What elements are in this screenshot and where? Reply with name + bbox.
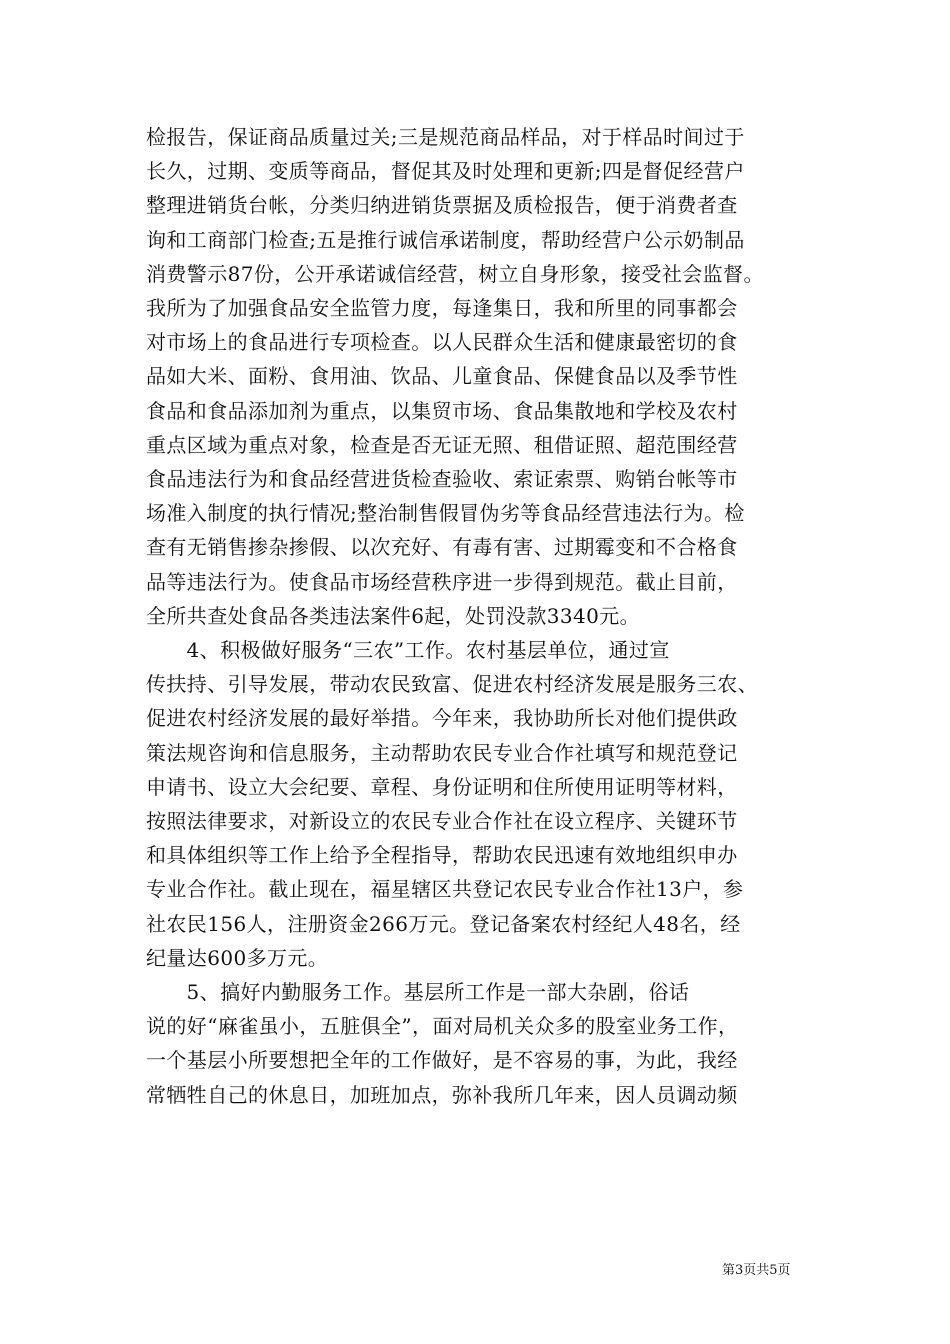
text-line: 社农民156人，注册资金266万元。登记备案农村经纪人48名，经 <box>146 911 741 936</box>
page-footer: 第3页共5页 <box>722 1263 791 1278</box>
text-line: 询和工商部门检查;五是推行诚信承诺制度，帮助经营户公示奶制品 <box>146 227 745 252</box>
text-line: 对市场上的食品进行专项检查。以人民群众生活和健康最密切的食 <box>146 330 738 355</box>
text-line: 食品违法行为和食品经营进货检查验收、索证索票、购销台帐等市 <box>146 467 738 491</box>
text-line: 场准入制度的执行情况;整治制售假冒伪劣等食品经营违法行为。检 <box>146 501 745 526</box>
text-line: 策法规咨询和信息服务，主动帮助农民专业合作社填写和规范登记 <box>146 740 738 765</box>
text-line: 我所为了加强食品安全监管力度，每逢集日，我和所里的同事都会 <box>146 296 738 320</box>
text-line: 按照法律要求，对新设立的农民专业合作社在设立程序、关键环节 <box>146 809 738 833</box>
text-line: 品如大米、面粉、食用油、饮品、儿童食品、保健食品以及季节性 <box>146 364 738 389</box>
text-line: 检报告，保证商品质量过关;三是规范商品样品，对于样品时间过于 <box>146 125 745 149</box>
text-line: 全所共查处食品各类违法案件6起，处罚没款3340元。 <box>146 603 641 628</box>
text-line: 重点区域为重点对象，检查是否无证无照、租借证照、超范围经营 <box>146 432 738 457</box>
text-line: 5、搞好内勤服务工作。基层所工作是一部大杂剧，俗话 <box>146 980 690 1004</box>
text-line: 整理进销货台帐，分类归纳进销货票据及质检报告，便于消费者查 <box>146 193 738 218</box>
text-line: 纪量达600多万元。 <box>146 945 329 970</box>
text-line: 长久，过期、变质等商品，督促其及时处理和更新;四是督促经营户 <box>146 159 745 184</box>
text-line: 食品和食品添加剂为重点，以集贸市场、食品集散地和学校及农村 <box>146 398 738 423</box>
text-line: 传扶持、引导发展，带动农民致富、促进农村经济发展是服务三农、 <box>146 672 758 697</box>
text-line: 查有无销售掺杂掺假、以次充好、有毒有害、过期霉变和不合格食 <box>146 535 738 560</box>
text-line: 品等违法行为。使食品市场经营秩序进一步得到规范。截止目前， <box>146 569 738 594</box>
text-line: 和具体组织等工作上给予全程指导，帮助农民迅速有效地组织申办 <box>146 843 738 868</box>
text-line: 4、积极做好服务“三农”工作。农村基层单位，通过宣 <box>146 638 670 662</box>
text-line: 一个基层小所要想把全年的工作做好，是不容易的事，为此，我经 <box>146 1048 738 1073</box>
text-line: 消费警示87份，公开承诺诚信经营，树立自身形象，接受社会监督。 <box>146 261 764 286</box>
text-line: 申请书、设立大会纪要、章程、身份证明和住所使用证明等材料， <box>146 774 738 799</box>
text-line: 说的好“麻雀虽小，五脏俱全”，面对局机关众多的股室业务工作， <box>146 1014 739 1039</box>
text-line: 专业合作社。截止现在，福星辖区共登记农民专业合作社13户，参 <box>146 877 744 902</box>
text-line: 常牺牲自己的休息日，加班加点，弥补我所几年来，因人员调动频 <box>146 1082 738 1107</box>
text-line: 促进农村经济发展的最好举措。今年来，我协助所长对他们提供政 <box>146 706 738 731</box>
